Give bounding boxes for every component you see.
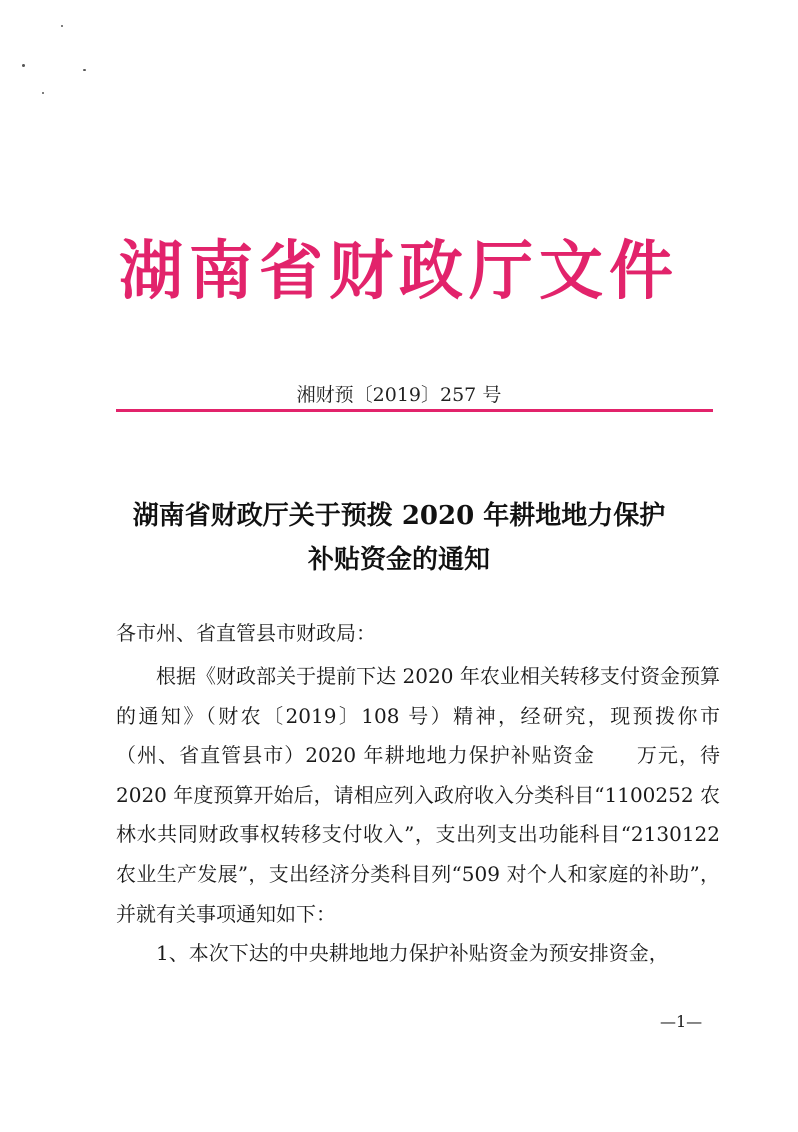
scan-speck (22, 64, 25, 67)
paragraph: 1、本次下达的中央耕地地力保护补贴资金为预安排资金， (156, 941, 669, 966)
document-number: 湘财预〔2019〕257 号 (296, 384, 502, 406)
body-text (116, 657, 720, 974)
document-header-title: 湖南省财政厅文件 (119, 234, 679, 309)
scan-speck (61, 25, 63, 27)
scan-speck (42, 92, 44, 94)
scan-speck (83, 69, 86, 71)
notice-title-line-1: 湖南省财政厅关于预拨 2020 年耕地地力保护 (132, 501, 666, 531)
page-number: —1— (660, 1012, 703, 1031)
red-divider-line (116, 409, 713, 412)
notice-title-line-2: 补贴资金的通知 (307, 545, 490, 575)
salutation: 各市州、省直管县市财政局： (116, 621, 376, 645)
notice-title (80, 494, 718, 582)
paragraph: 根据《财政部关于提前下达 2020 年农业相关转移支付资金预算的通知》（财农〔2019〕108 号）精神，经研究，现预拨你市（州、省直管县市）2020 年耕地地力保护补贴资金 万元，待 2020 年度预算开始后，请相应列入政府收入分类科目“1100252 农林水共同财政事权转移支付收入”，支出列支出功能科目“2130122 农业生产发展”，支出经济分类科目列“509 对个人和家庭的补助”，并就有关事项通知如下： (116, 664, 720, 926)
